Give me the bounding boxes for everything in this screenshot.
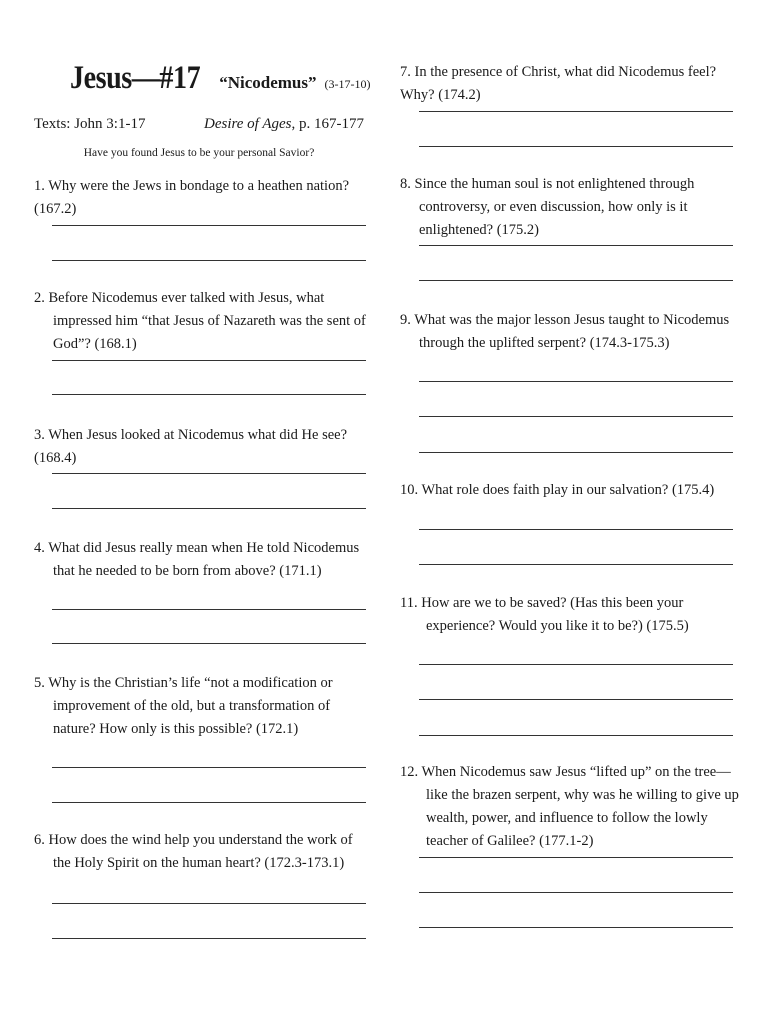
answer-line[interactable]	[52, 260, 366, 261]
question-4	[34, 537, 369, 583]
question-1	[34, 175, 369, 221]
question-3	[34, 424, 369, 470]
question-number: 4.	[34, 540, 45, 556]
question-11	[400, 592, 740, 638]
title-main: Jesus—#17	[70, 60, 201, 96]
question-number: 12.	[400, 764, 419, 780]
question-text: How does the wind help you understand the work of the Holy Spirit on the human heart? (172.3-173.1)	[48, 832, 353, 871]
question-9	[400, 309, 739, 355]
answer-line[interactable]	[52, 802, 366, 803]
question-2	[34, 287, 369, 356]
question-text: What did Jesus really mean when He told Nicodemus that he needed to be born from above? (171.1)	[48, 540, 360, 579]
question-text: Why were the Jews in bondage to a heathen nation? (167.2)	[34, 178, 350, 217]
question-6	[34, 829, 369, 875]
answer-line[interactable]	[52, 394, 366, 395]
answer-line[interactable]	[419, 111, 733, 112]
answer-line[interactable]	[419, 857, 733, 858]
answer-line[interactable]	[419, 146, 733, 147]
answer-line[interactable]	[419, 416, 733, 417]
answer-line[interactable]	[419, 529, 733, 530]
answer-line[interactable]	[419, 381, 733, 382]
question-number: 10.	[400, 482, 419, 498]
question-number: 11.	[400, 595, 418, 611]
answer-line[interactable]	[419, 452, 733, 453]
question-8	[400, 173, 739, 242]
answer-line[interactable]	[52, 473, 366, 474]
question-5	[34, 672, 369, 741]
question-number: 3.	[34, 427, 45, 443]
answer-line[interactable]	[52, 643, 366, 644]
answer-line[interactable]	[52, 938, 366, 939]
reading-pages: , p. 167-177	[291, 116, 364, 132]
answer-line[interactable]	[52, 767, 366, 768]
scripture-texts: Texts: John 3:1-17	[34, 116, 146, 132]
question-number: 9.	[400, 312, 411, 328]
question-text: In the presence of Christ, what did Nicodemus feel? Why? (174.2)	[400, 64, 717, 103]
answer-line[interactable]	[52, 508, 366, 509]
savior-prompt: Have you found Jesus to be your personal Savior?	[83, 147, 315, 159]
question-text: Since the human soul is not enlightened through controversy, or even discussion, how only is it enlightened? (175.2)	[414, 176, 695, 238]
answer-line[interactable]	[419, 245, 733, 246]
references-row	[34, 116, 364, 133]
answer-line[interactable]	[419, 280, 733, 281]
answer-line[interactable]	[419, 699, 733, 700]
question-7	[400, 61, 740, 107]
question-text: What role does faith play in our salvation? (175.4)	[421, 482, 715, 498]
reading-reference	[204, 116, 364, 133]
answer-line[interactable]	[52, 360, 366, 361]
question-text: Why is the Christian’s life “not a modification or improvement of the old, but a transformation of nature? How only is this possible? (172.1)	[48, 675, 333, 737]
answer-line[interactable]	[52, 225, 366, 226]
reading-book: Desire of Ages	[204, 116, 292, 132]
question-number: 2.	[34, 290, 45, 306]
question-text: Before Nicodemus ever talked with Jesus, what impressed him “that Jesus of Nazareth was the sent of God”? (168.1)	[48, 290, 366, 352]
worksheet-title	[70, 60, 370, 97]
question-12	[400, 761, 740, 853]
question-number: 6.	[34, 832, 45, 848]
answer-line[interactable]	[419, 892, 733, 893]
question-number: 1.	[34, 178, 45, 194]
answer-line[interactable]	[52, 903, 366, 904]
answer-line[interactable]	[419, 664, 733, 665]
question-number: 8.	[400, 176, 411, 192]
answer-line[interactable]	[419, 927, 733, 928]
question-10	[400, 479, 740, 502]
title-subtitle: “Nicodemus”	[219, 73, 317, 92]
question-number: 5.	[34, 675, 45, 691]
question-text: How are we to be saved? (Has this been your experience? Would you like it to be?) (175.5)	[421, 595, 689, 634]
question-text: When Nicodemus saw Jesus “lifted up” on the tree—like the brazen serpent, why was he willing to give up wealth, power, and influence to follow the lowly teacher of Galilee? (177.1-2)	[421, 764, 739, 849]
question-text: When Jesus looked at Nicodemus what did He see? (168.4)	[34, 427, 348, 466]
answer-line[interactable]	[419, 564, 733, 565]
answer-line[interactable]	[52, 609, 366, 610]
question-number: 7.	[400, 64, 411, 80]
title-date: (3-17-10)	[324, 77, 371, 91]
question-text: What was the major lesson Jesus taught to Nicodemus through the uplifted serpent? (174.3-175.3)	[414, 312, 730, 351]
answer-line[interactable]	[419, 735, 733, 736]
